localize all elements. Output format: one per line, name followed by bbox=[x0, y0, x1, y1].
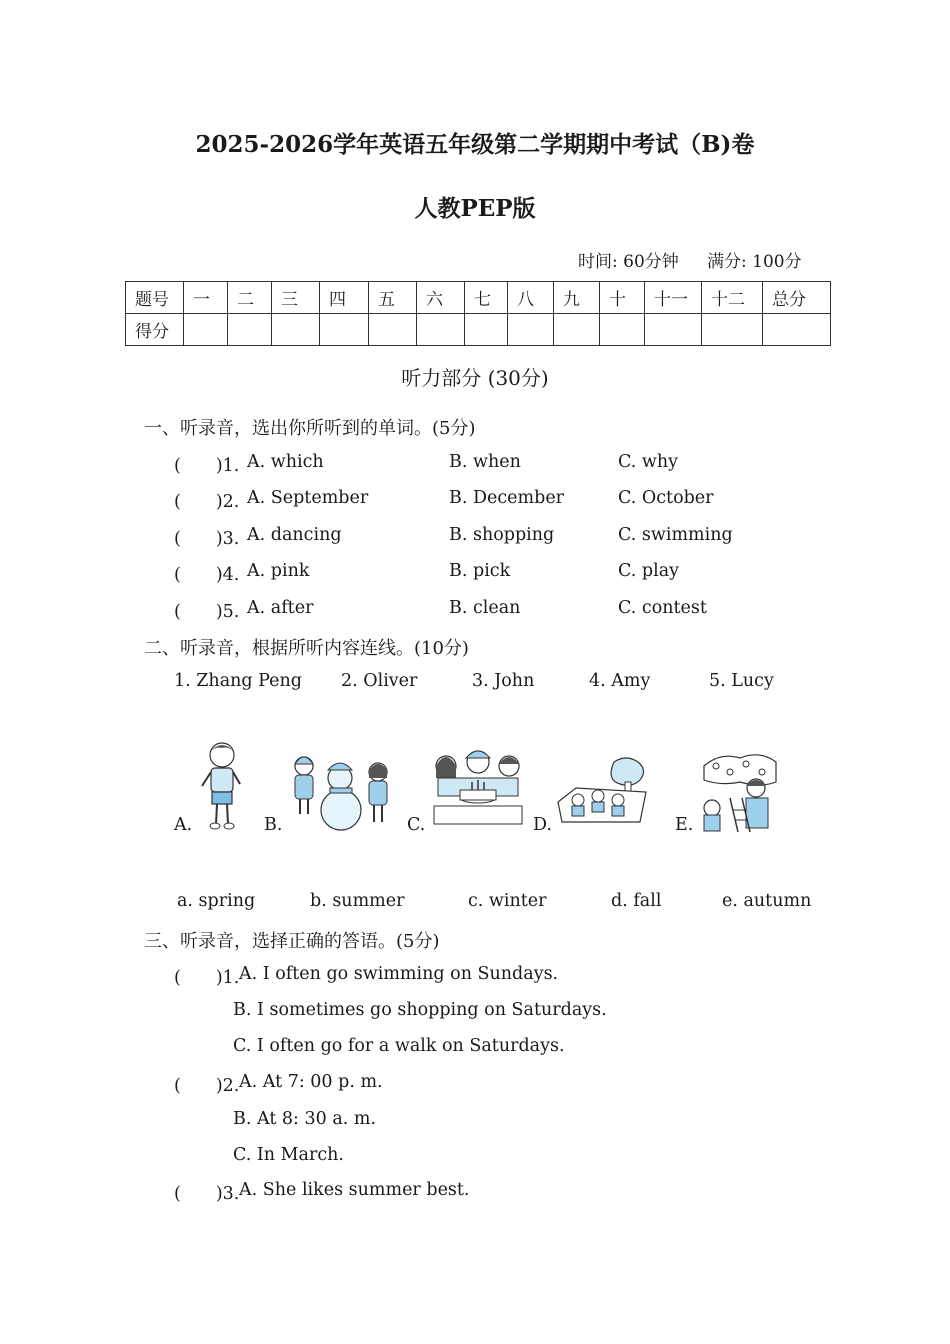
picture-snowman-winter bbox=[286, 752, 402, 832]
table-cell: 题号 bbox=[126, 282, 184, 314]
table-cell: 十二 bbox=[702, 282, 763, 314]
option-b: B. December bbox=[449, 488, 565, 508]
score-cell bbox=[554, 314, 600, 346]
option-a: A. dancing bbox=[247, 525, 342, 545]
part1-heading: 一、听录音，选出你所听到的单词。(5分) bbox=[144, 418, 476, 439]
name-item: 1. Zhang Peng bbox=[174, 671, 302, 691]
picture-label: E. bbox=[675, 815, 694, 835]
option-b: B. I sometimes go shopping on Saturdays. bbox=[233, 1000, 607, 1020]
table-cell: 九 bbox=[554, 282, 600, 314]
season-item: e. autumn bbox=[722, 891, 812, 911]
option-a: A. pink bbox=[247, 561, 310, 581]
option-a: A. which bbox=[247, 452, 324, 472]
listening-section-heading: 听力部分 (30分) bbox=[401, 366, 549, 390]
option-b: B. when bbox=[449, 452, 521, 472]
score-cell bbox=[763, 314, 831, 346]
table-cell: 总分 bbox=[763, 282, 831, 314]
table-cell: 得分 bbox=[126, 314, 184, 346]
exam-subtitle: 人教PEP版 bbox=[414, 195, 536, 222]
score-cell bbox=[702, 314, 763, 346]
score-cell bbox=[272, 314, 320, 346]
exam-title: 2025-2026学年英语五年级第二学期期中考试（B)卷 bbox=[195, 131, 755, 158]
option-a: A. She likes summer best. bbox=[239, 1180, 470, 1200]
picture-birthday-party bbox=[432, 748, 524, 828]
score-cell bbox=[184, 314, 228, 346]
option-a: A. I often go swimming on Sundays. bbox=[239, 964, 559, 984]
question-number: ( )4. bbox=[174, 565, 240, 585]
score-cell bbox=[645, 314, 702, 346]
option-c: C. contest bbox=[618, 598, 707, 618]
name-item: 4. Amy bbox=[589, 671, 651, 691]
table-cell: 十一 bbox=[645, 282, 702, 314]
score-cell bbox=[465, 314, 508, 346]
table-cell: 二 bbox=[228, 282, 272, 314]
question-number: ( )1. bbox=[174, 968, 240, 988]
picture-apple-picking-fall bbox=[700, 752, 778, 832]
option-a: A. after bbox=[247, 598, 314, 618]
question-number: ( )3. bbox=[174, 529, 240, 549]
part2-heading: 二、听录音，根据所听内容连线。(10分) bbox=[144, 638, 469, 659]
picture-boy-summer bbox=[196, 738, 248, 832]
question-number: ( )5. bbox=[174, 602, 240, 622]
score-cell bbox=[417, 314, 465, 346]
score-cell bbox=[228, 314, 272, 346]
name-item: 3. John bbox=[472, 671, 535, 691]
season-item: c. winter bbox=[468, 891, 547, 911]
name-item: 5. Lucy bbox=[709, 671, 774, 691]
picture-label: B. bbox=[264, 815, 283, 835]
score-cell bbox=[369, 314, 417, 346]
season-item: d. fall bbox=[611, 891, 662, 911]
table-cell: 四 bbox=[320, 282, 369, 314]
score-cell bbox=[600, 314, 645, 346]
option-b: B. pick bbox=[449, 561, 511, 581]
season-item: b. summer bbox=[310, 891, 405, 911]
option-c: C. why bbox=[618, 452, 679, 472]
option-a: A. September bbox=[247, 488, 369, 508]
option-a: A. At 7: 00 p. m. bbox=[239, 1072, 383, 1092]
score-table-score-row bbox=[126, 314, 831, 346]
name-item: 2. Oliver bbox=[341, 671, 418, 691]
question-number: ( )2. bbox=[174, 1076, 240, 1096]
picture-picnic-spring bbox=[556, 756, 648, 826]
season-item: a. spring bbox=[177, 891, 256, 911]
exam-full-score: 满分: 100分 bbox=[707, 252, 802, 272]
picture-label: C. bbox=[407, 815, 426, 835]
option-c: C. I often go for a walk on Saturdays. bbox=[233, 1036, 565, 1056]
score-cell bbox=[508, 314, 554, 346]
option-b: B. At 8: 30 a. m. bbox=[233, 1109, 377, 1129]
score-table-header-row bbox=[126, 282, 831, 314]
option-b: B. shopping bbox=[449, 525, 555, 545]
table-cell: 七 bbox=[465, 282, 508, 314]
option-c: C. play bbox=[618, 561, 680, 581]
table-cell: 八 bbox=[508, 282, 554, 314]
question-number: ( )3. bbox=[174, 1184, 240, 1204]
part3-heading: 三、听录音，选择正确的答语。(5分) bbox=[144, 931, 440, 952]
picture-label: D. bbox=[533, 815, 552, 835]
picture-label: A. bbox=[174, 815, 193, 835]
option-c: C. swimming bbox=[618, 525, 733, 545]
table-cell: 六 bbox=[417, 282, 465, 314]
question-number: ( )2. bbox=[174, 492, 240, 512]
table-cell: 五 bbox=[369, 282, 417, 314]
question-number: ( )1. bbox=[174, 456, 240, 476]
option-c: C. In March. bbox=[233, 1145, 344, 1165]
table-cell: 三 bbox=[272, 282, 320, 314]
exam-time: 时间: 60分钟 bbox=[578, 252, 679, 272]
score-cell bbox=[320, 314, 369, 346]
option-b: B. clean bbox=[449, 598, 521, 618]
table-cell: 一 bbox=[184, 282, 228, 314]
score-table bbox=[125, 281, 831, 346]
table-cell: 十 bbox=[600, 282, 645, 314]
option-c: C. October bbox=[618, 488, 714, 508]
